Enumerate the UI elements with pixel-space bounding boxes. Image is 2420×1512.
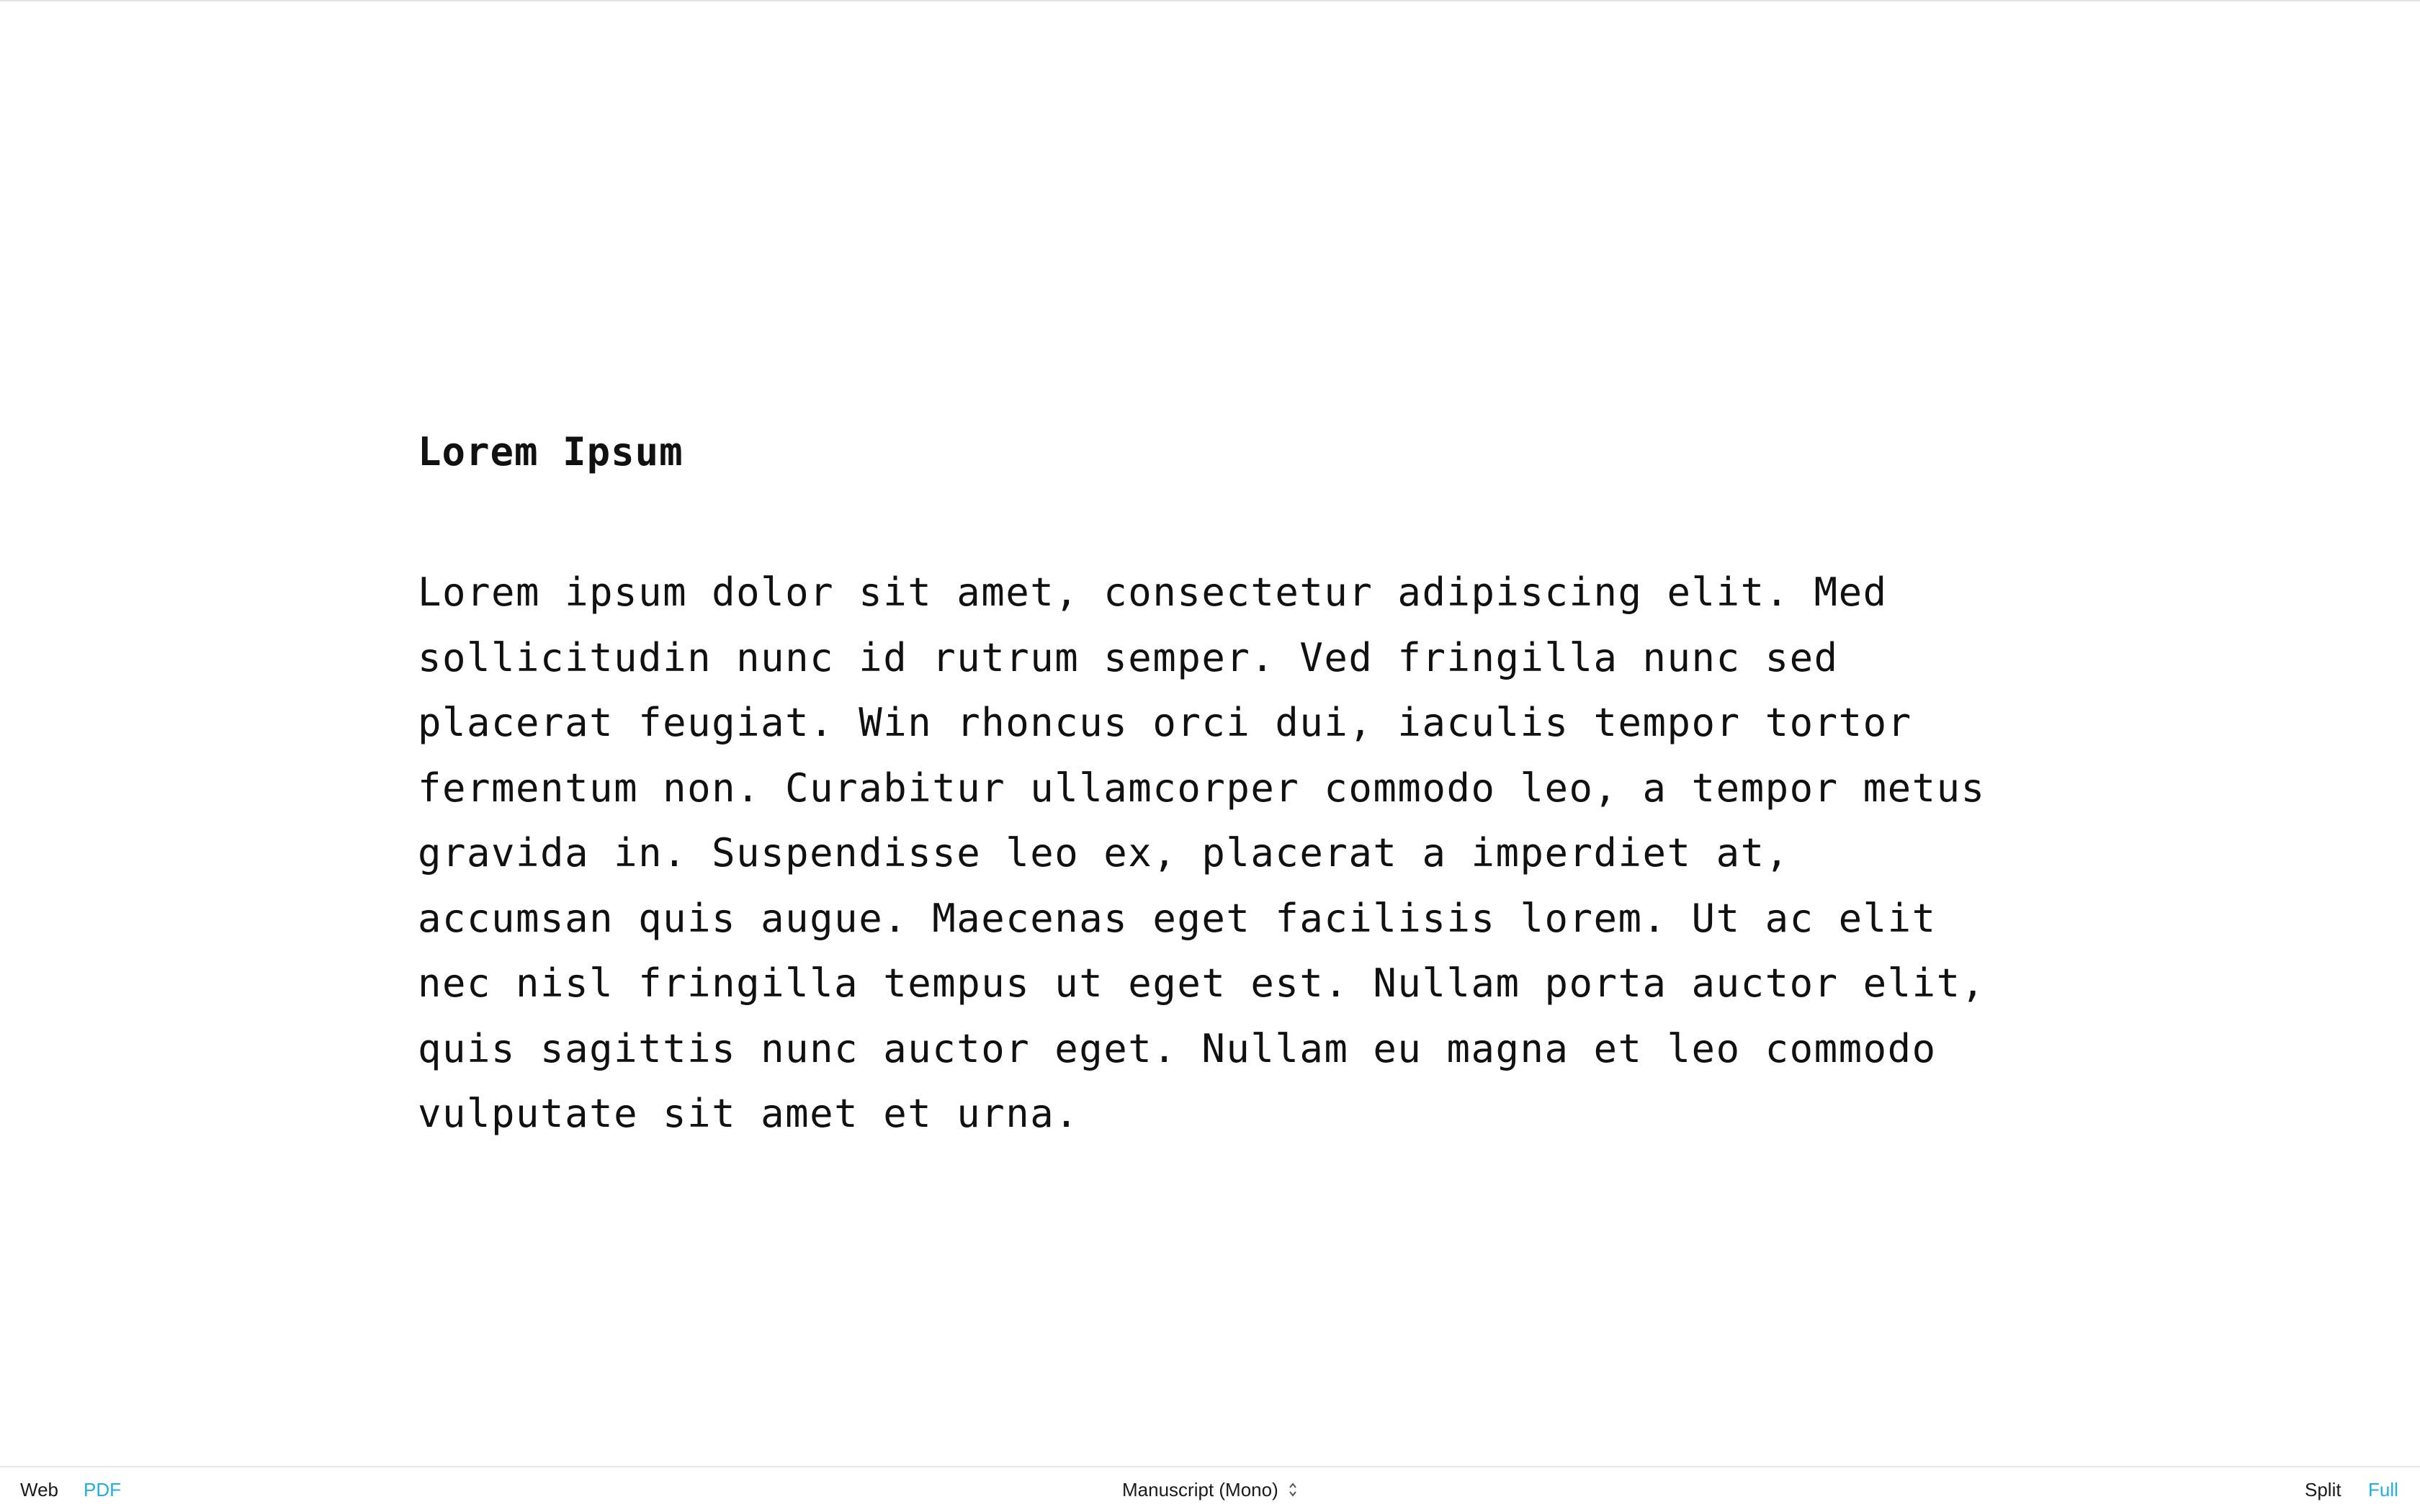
status-bar	[0, 1466, 2420, 1512]
split-view-button[interactable]: Split	[2305, 1479, 2341, 1500]
chevron-up-down-icon	[1288, 1481, 1298, 1498]
theme-selector-wrapper	[0, 1477, 2420, 1502]
web-preview-button[interactable]: Web	[20, 1479, 58, 1500]
document-body: Lorem ipsum dolor sit amet, consectetur adipiscing elit. Med sollicitudin nunc id rutrum semper. Ved fringilla nunc sed placerat feugiat. Win rhoncus orci dui, iaculis tempor tortor fermentum non. Curabitur ullamcorper commodo leo, a tempor metus gravida in. Suspendisse leo ex, placerat a imperdiet at, accumsan quis augue. Maecenas eget facilisis lorem. Ut ac elit nec nisl fringilla tempus ut eget est. Nullam porta auctor elit, quis sagittis nunc auctor eget. Nullam eu magna et leo commodo vulputate sit amet et urna.	[418, 570, 1986, 1136]
full-view-button[interactable]: Full	[2368, 1479, 2398, 1500]
document-title: Lorem Ipsum	[418, 429, 684, 474]
document	[418, 423, 2074, 1147]
preview-pane[interactable]	[0, 1, 2420, 1466]
pdf-preview-button[interactable]: PDF	[84, 1479, 121, 1500]
theme-selector[interactable]	[1122, 1477, 1298, 1502]
theme-selector-label: Manuscript (Mono)	[1122, 1479, 1278, 1500]
